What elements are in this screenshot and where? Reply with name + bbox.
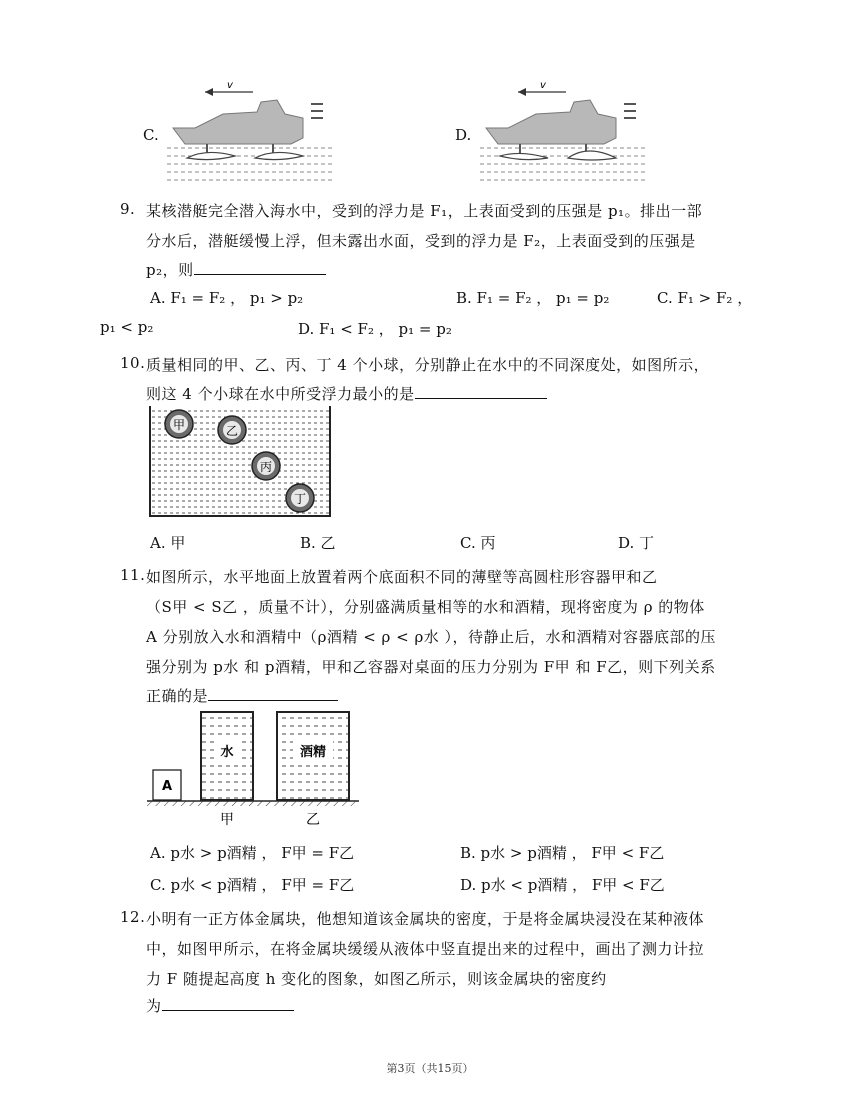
q11-option-b[interactable]: B. p水 > p酒精 ， F甲 < F乙 (460, 844, 665, 862)
q8-option-d-label[interactable]: D. (455, 126, 472, 144)
svg-text:A: A (161, 779, 173, 794)
q11-option-a[interactable]: A. p水 > p酒精 ， F甲 = F乙 (150, 844, 355, 862)
q11-text-line1: 如图所示，水平地面上放置着两个底面积不同的薄壁等高圆柱形容器甲和乙 (146, 568, 658, 586)
q12-answer-blank[interactable] (162, 994, 294, 1011)
q10-option-d[interactable]: D. 丁 (618, 534, 655, 552)
velocity-label: v (227, 80, 233, 91)
q10-text-line2: 则这 4 个小球在水中所受浮力最小的是 (146, 382, 547, 404)
q11-option-d[interactable]: D. p水 < p酒精 ， F甲 < F乙 (460, 876, 665, 894)
velocity-label: v (540, 80, 546, 91)
q12-text-line2: 中，如图甲所示，在将金属块缓缓从液体中竖直提出来的过程中，画出了测力计拉 (146, 940, 705, 958)
q10-option-b[interactable]: B. 乙 (300, 534, 336, 552)
svg-text:酒精: 酒精 (299, 745, 327, 760)
svg-text:丙: 丙 (259, 460, 273, 474)
container-jia (201, 712, 253, 800)
q9-number: 9. (120, 200, 136, 218)
q11-text-line5: 正确的是 (146, 684, 338, 706)
container-yi-label: 乙 (306, 812, 320, 828)
ball-jia (165, 410, 193, 438)
q11-number: 11. (120, 566, 146, 584)
q9-option-a[interactable]: A. F₁ = F₂ ， p₁ > p₂ (150, 289, 304, 307)
q12-number: 12. (120, 908, 146, 926)
q8-option-c-figure (165, 78, 340, 183)
q9-option-b[interactable]: B. F₁ = F₂ ， p₁ = p₂ (456, 289, 610, 307)
q10-option-a[interactable]: A. 甲 (150, 534, 186, 552)
svg-text:甲: 甲 (172, 418, 186, 432)
svg-text:乙: 乙 (225, 424, 239, 438)
q9-option-c[interactable]: C. F₁ > F₂ ， (657, 289, 753, 307)
page-footer: 第3页（共15页） (386, 1062, 474, 1075)
q11-text-line4: 强分别为 p水 和 p酒精，甲和乙容器对桌面的压力分别为 F甲 和 F乙，则下列关系 (146, 658, 716, 676)
block-a (153, 770, 181, 800)
q10-text-line1: 质量相同的甲、乙、丙、丁 4 个小球，分别静止在水中的不同深度处，如图所示， (146, 356, 710, 374)
q9-text-line3: p₂，则 (146, 258, 326, 280)
q12-text-line4: 为 (146, 994, 294, 1016)
q10-number: 10. (120, 354, 146, 372)
q9-text-line2: 分水后，潜艇缓慢上浮，但未露出水面，受到的浮力是 F₂，上表面受到的压强是 (146, 232, 696, 250)
q11-text-line2: （S甲 < S乙 ，质量不计），分别盛满质量相等的水和酒精，现将密度为 ρ 的物体 (146, 598, 705, 616)
ball-yi (218, 416, 246, 444)
svg-text:水: 水 (220, 745, 234, 760)
q8-option-c-label[interactable]: C. (143, 126, 159, 144)
q11-figure-containers (145, 706, 365, 830)
q9-option-c-continued[interactable]: p₁ < p₂ (100, 318, 154, 336)
svg-text:丁: 丁 (293, 492, 307, 506)
ball-ding (286, 484, 314, 512)
q10-answer-blank[interactable] (415, 382, 547, 399)
q11-text-line3: A 分别放入水和酒精中（ρ酒精 < ρ < ρ水 ），待静止后，水和酒精对容器底部的压 (146, 628, 717, 646)
container-jia-label: 甲 (220, 812, 234, 828)
q9-text-line1: 某核潜艇完全潜入海水中，受到的浮力是 F₁，上表面受到的压强是 p₁。排出一部 (146, 202, 703, 220)
q8-option-d-figure (478, 78, 653, 183)
q11-answer-blank[interactable] (208, 684, 338, 701)
q12-text-line3: 力 F 随提起高度 h 变化的图象，如图乙所示，则该金属块的密度约 (146, 970, 607, 988)
q11-option-c[interactable]: C. p水 < p酒精 ， F甲 = F乙 (150, 876, 355, 894)
q12-text-line1: 小明有一正方体金属块，他想知道该金属块的密度，于是将金属块浸没在某种液体 (146, 910, 705, 928)
container-yi (277, 712, 349, 800)
q9-answer-blank[interactable] (194, 258, 326, 275)
q10-option-c[interactable]: C. 丙 (460, 534, 496, 552)
q9-option-d[interactable]: D. F₁ < F₂ ， p₁ = p₂ (298, 320, 452, 338)
q10-figure-tank (146, 402, 336, 520)
ball-bing (252, 452, 280, 480)
